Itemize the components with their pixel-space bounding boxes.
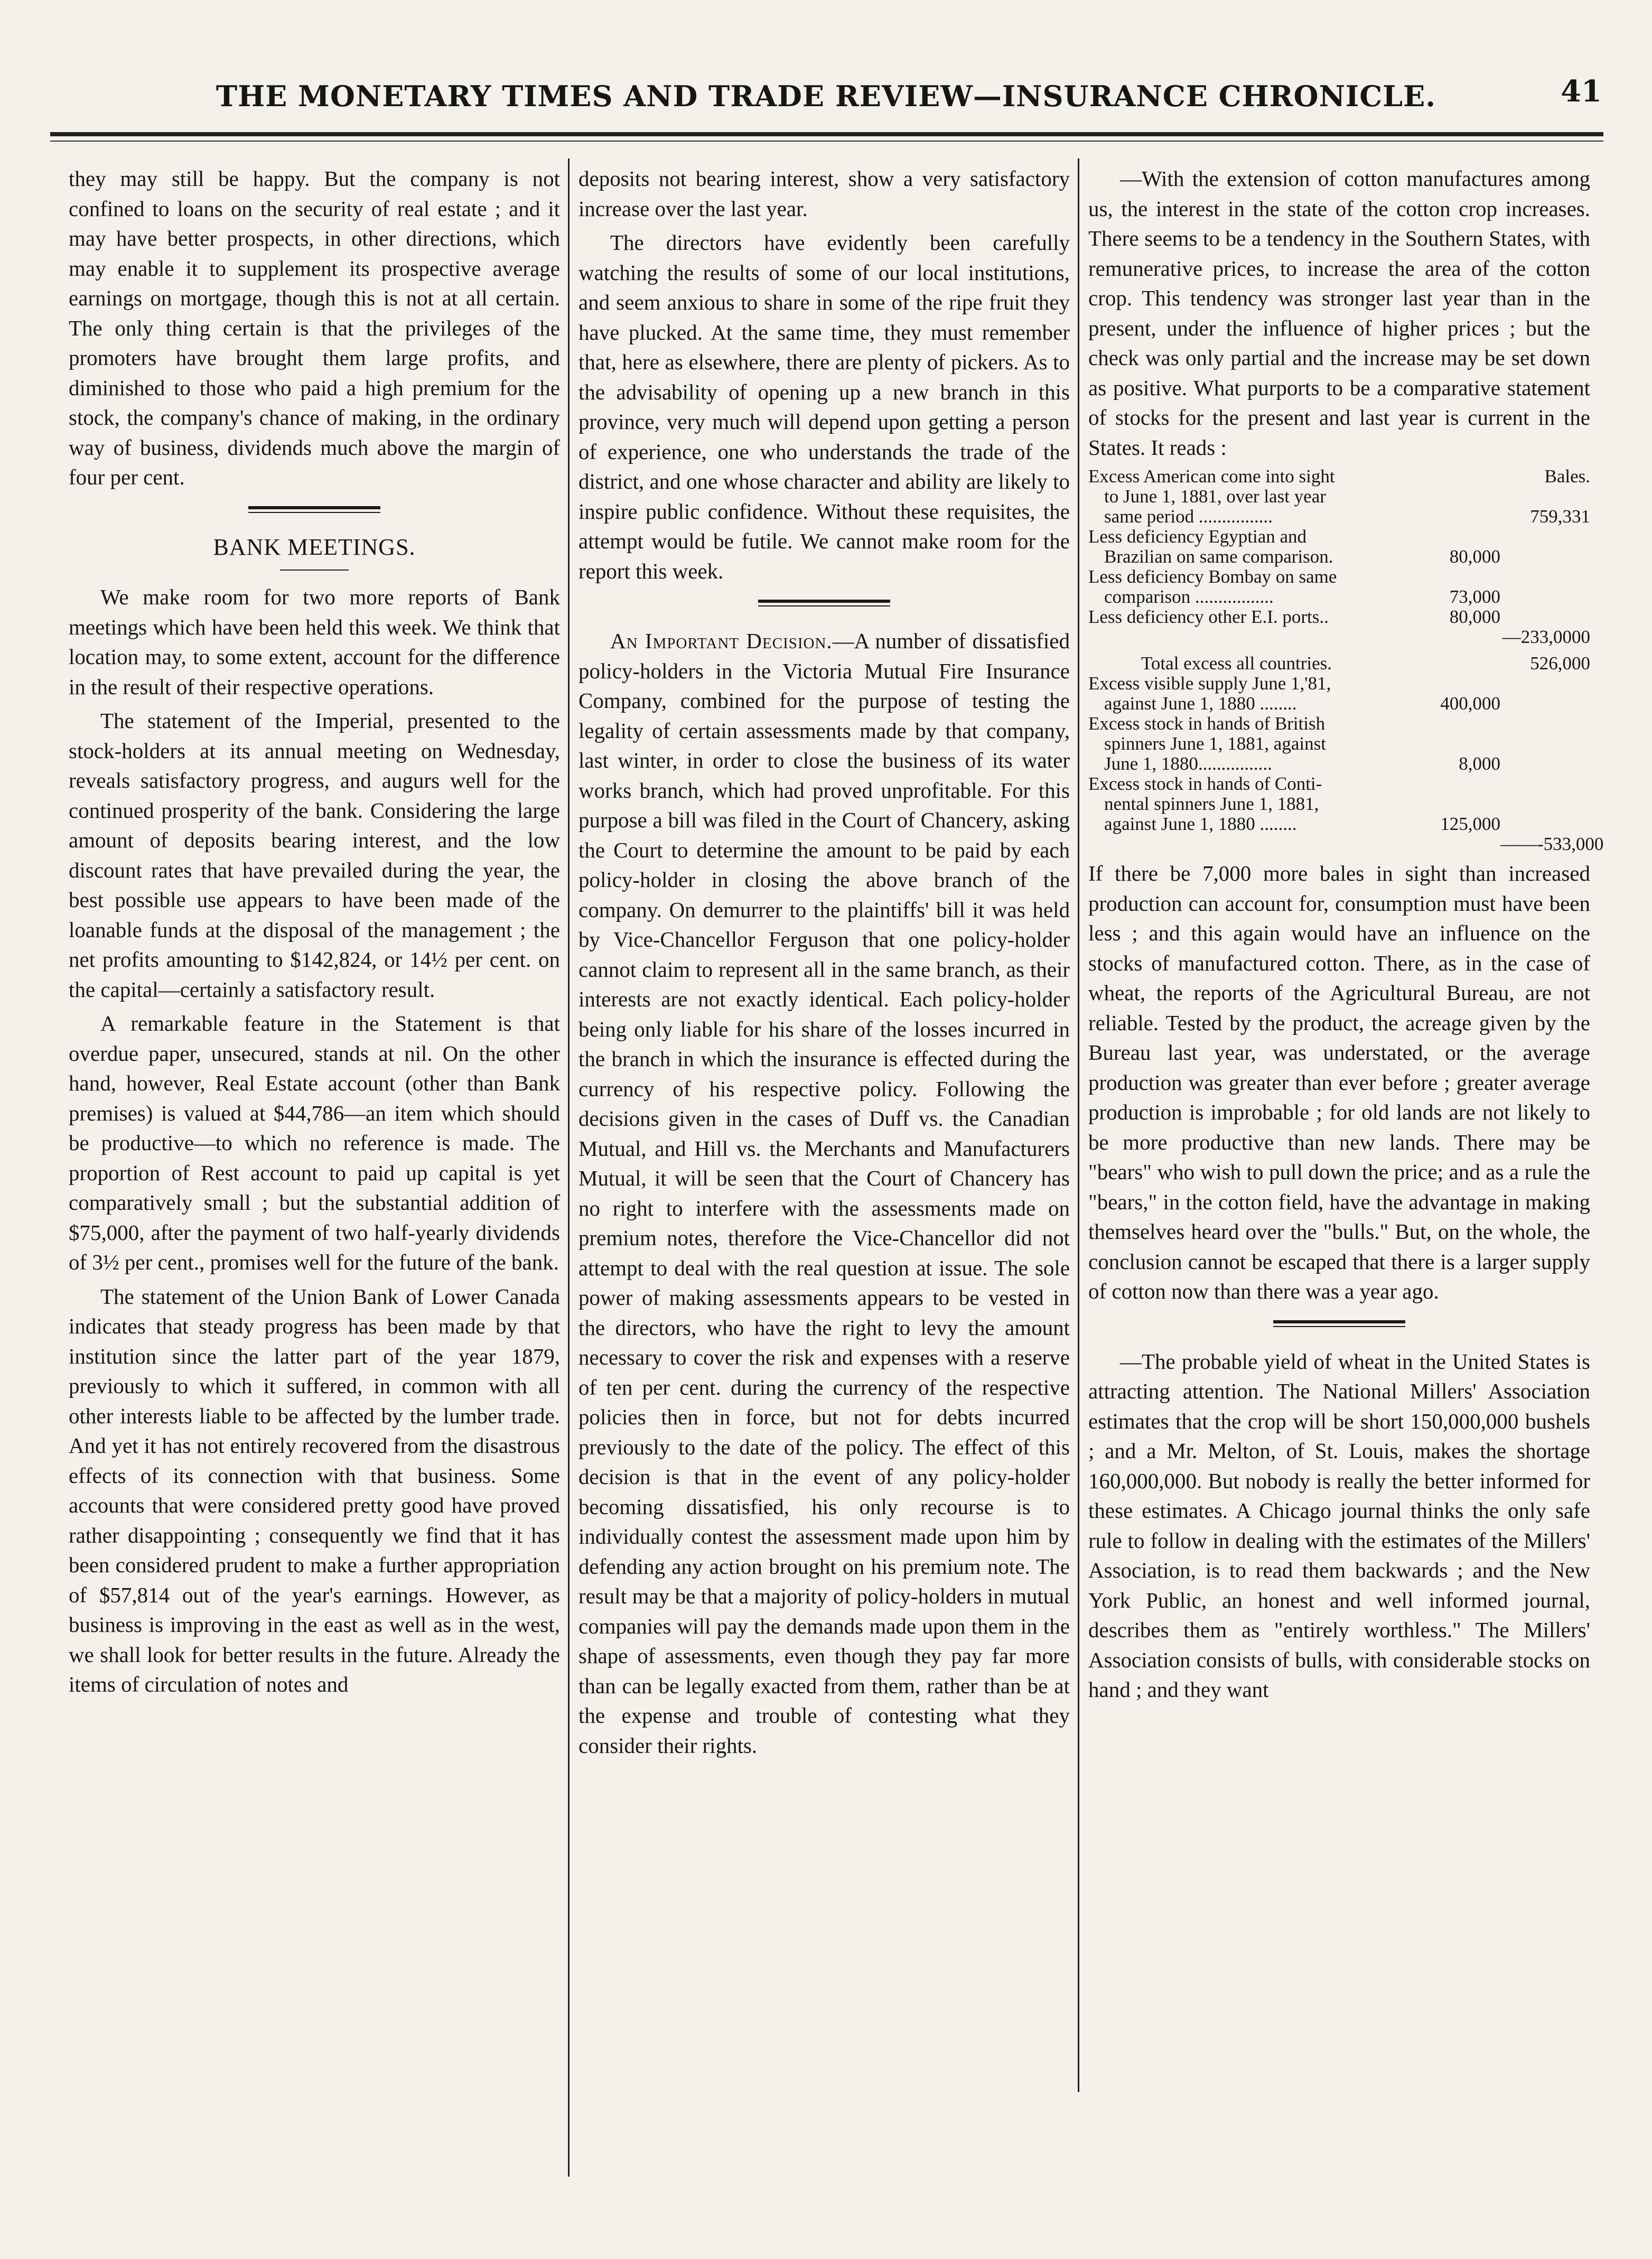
page-number: 41	[1561, 74, 1602, 109]
stat-label: Less deficiency other E.I. ports..	[1088, 606, 1329, 627]
column-divider	[568, 158, 570, 2177]
paragraph: —With the extension of cotton manufactures among us, the interest in the state of the cotton crop increases. There seems to be a tendency in the Southern States, with remunerative prices, to increase the area of the cotton crop. This tendency was stronger last year than in the present, under the influence of higher prices ; but the check was only partial and the increase may be set down as positive. What purports to be a comparative statement of stocks for the present and last year is current in the States. It reads :	[1088, 166, 1590, 460]
section-ornament	[578, 596, 1070, 612]
paragraph: they may still be happy. But the company is not confined to loans on the security of real estate ; and it may have better prospects, in other directions, which may enable it to supplement its prospective average earnings on mortgage, though this is not at all certain. The only thing certain is that the privileges of the promoters have brought them large profits, and diminished to those who paid a high premium for the stock, the company's chance of making, in the ordinary way of business, dividends much above the margin of four per cent.	[69, 166, 560, 489]
section-heading: BANK MEETINGS.	[213, 534, 416, 560]
paragraph: The directors have evidently been carefully watching the results of some of our local institutions, and seem anxious to share in some of the ripe fruit they have plucked. At the same time, they must remember that, here as elsewhere, there are plenty of pickers. As to the advisability of opening up a new branch in this province, very much will depend upon getting a person of experience, one who understands the trade of the district, and one whose character and ability are likely to inspire public confidence. Without these requisites, the attempt would be futile. We cannot make room for the report this week.	[578, 230, 1070, 583]
heading-rule	[280, 570, 349, 571]
column-middle	[578, 164, 1070, 1765]
stat-value: 526,000	[1530, 653, 1590, 674]
stat-label: nental spinners June 1, 1881,	[1104, 794, 1319, 814]
stat-label: Total excess all countries.	[1141, 653, 1332, 674]
stat-value: 73,000	[1449, 586, 1500, 607]
header-rule-thin	[50, 141, 1603, 142]
paragraph: The statement of the Union Bank of Lower Canada indicates that steady progress has been made by that institution since the latter part of the year 1879, previously to which it suffered, in common with all other interests liable to be affected by the lumber trade. And yet it has not entirely recovered from the disastrous effects of its connection with that business. Some accounts that were considered pretty good have proved rather disappointing ; consequently we find that it has been considered prudent to make a further appropriation of $57,814 out of the year's earnings. However, as business is improving in the east as well as in the west, we shall look for better results in the future. Already the items of circulation of notes and	[69, 1284, 560, 1696]
header-rule	[50, 132, 1603, 136]
stat-label: Less deficiency Egyptian and	[1088, 526, 1307, 547]
stat-label: June 1, 1880................	[1104, 753, 1272, 774]
paragraph: If there be 7,000 more bales in sight than increased production can account for, consumption must have been less ; and this again would have an influence on the stocks of manufactured cotton. There, as in the case of wheat, the reports of the Agricultural Bureau, are not reliable. Tested by the product, the acreage given by the Bureau last year, was understated, or the average production was greater than ever before ; greater average production is improbable ; for old lands are not likely to be more productive than new lands. There may be "bears" who wish to pull down the price; and as a rule the "bears," in the cotton field, have the advantage in making themselves heard over the "bulls." But, on the whole, the conclusion cannot be escaped that there is a larger supply of cotton now than there was a year ago.	[1088, 861, 1590, 1303]
section-ornament	[1088, 1317, 1590, 1333]
stat-column-header: Bales.	[1544, 466, 1590, 487]
stat-value: 80,000	[1449, 606, 1500, 627]
column-right	[1088, 164, 1604, 1709]
stat-value: 125,000	[1440, 814, 1500, 834]
stat-value: 80,000	[1449, 546, 1500, 567]
cotton-stock-statement	[1088, 466, 1604, 854]
paragraph: We make room for two more reports of Bank meetings which have been held this week. We think that location may, to some extent, account for the difference in the result of their respective operations.	[69, 585, 560, 699]
stat-label: comparison .................	[1104, 586, 1274, 607]
stat-label: Excess stock in hands of British	[1088, 713, 1326, 734]
stat-value: 8,000	[1459, 753, 1500, 774]
stat-label: Excess stock in hands of Conti-	[1088, 773, 1322, 794]
stat-label: Less deficiency Bombay on same	[1088, 566, 1337, 587]
section-ornament	[69, 503, 560, 519]
stat-label: to June 1, 1881, over last year	[1104, 486, 1326, 507]
paragraph: deposits not bearing interest, show a very satisfactory increase over the last year.	[578, 166, 1070, 221]
stat-label: against June 1, 1880 ........	[1104, 814, 1297, 834]
stat-label: against June 1, 1880 ........	[1104, 693, 1297, 714]
stat-subtotal: ——-533,000	[1500, 834, 1604, 854]
article-title: An Important Decision.	[610, 629, 833, 653]
stat-value: 759,331	[1530, 506, 1590, 527]
paragraph: The statement of the Imperial, presented to the stock-holders at its annual meeting on Wednesday, reveals satisfactory progress, and augurs well for the continued prosperity of the bank. Considering the large amount of deposits bearing interest, and the low discount rates that have prevailed during the year, the best possible use appears to have been made of the loanable funds at the disposal of the management ; the net profits amounting to $142,824, or 14½ per cent. on the capital—certainly a satisfactory result.	[69, 708, 560, 1002]
publication-title: THE MONETARY TIMES AND TRADE REVIEW—INSURANCE CHRONICLE.	[216, 79, 1436, 113]
page-header	[0, 69, 1652, 116]
stat-label: Excess visible supply June 1,'81,	[1088, 673, 1331, 694]
stat-label: Brazilian on same comparison.	[1104, 546, 1333, 567]
stat-subtotal: —233,0000	[1502, 627, 1590, 647]
column-left	[69, 164, 560, 1704]
stat-value: 400,000	[1440, 693, 1500, 714]
article-paragraph	[578, 626, 1070, 1760]
stat-label: same period ................	[1104, 506, 1273, 527]
stat-label: Excess American come into sight	[1088, 466, 1335, 487]
paragraph: A remarkable feature in the Statement is that overdue paper, unsecured, stands at nil. On the other hand, however, Real Estate account (other than Bank premises) is valued at $44,786—an item which should be productive—to which no reference is made. The proportion of Rest account to paid up capital is yet comparatively small ; but the substantial addition of $75,000, after the payment of two half-yearly dividends of 3½ per cent., promises well for the future of the bank.	[69, 1011, 560, 1274]
column-divider	[1078, 158, 1079, 2092]
stat-label: spinners June 1, 1881, against	[1104, 733, 1326, 754]
article-text: —A number of dissatisfied policy-holders in the Victoria Mutual Fire Insurance Company, combined for the purpose of testing the legality of certain assessments made by that company, last winter, in order to close the business of its water works branch, which had proved unprofitable. For this purpose a bill was filed in the Court of Chancery, asking the Court to determine the amount to be paid by each policy-holder in closing the above branch of the company. On demurrer to the plaintiffs' bill it was held by Vice-Chancellor Ferguson that one policy-holder cannot claim to represent all in the same branch, as their interests are not exactly identical. Each policy-holder being only liable for his share of the losses incurred in the branch in which the insurance is effected during the currency of his respective policy. Following the decisions given in the cases of Duff vs. the Canadian Mutual, and Hill vs. the Merchants and Manufacturers Mutual, it will be seen that the Court of Chancery has no right to interfere with the assessments made on premium notes, therefore the Vice-Chancellor did not attempt to deal with the real question at issue. The sole power of making assessments appears to be vested in the directors, who have the right to levy the amount necessary to cover the risk and expenses with a reserve of ten per cent. during the currency of the respective policies then in force, but not for debts incurred previously to the date of the policy. The effect of this decision is that in the event of any policy-holder becoming dissatisfied, his only recourse is to individually contest the assessment made upon him by defending any action brought on his premium note. The result may be that a majority of policy-holders in mutual companies will pay the demands made upon them in the shape of assessments, even though they pay far more than can be legally exacted from them, rather than be at the expense and trouble of contesting what they consider their rights.	[578, 629, 1070, 1758]
paragraph: —The probable yield of wheat in the United States is attracting attention. The National Millers' Association estimates that the crop will be short 150,000,000 bushels ; and a Mr. Melton, of St. Louis, makes the shortage 160,000,000. But nobody is really the better informed for these estimates. A Chicago journal thinks the only safe rule to follow in dealing with the estimates of the Millers' Association, is to read them backwards ; and the New York Public, an honest and well informed journal, describes them as "entirely worthless." The Millers' Association consists of bulls, with considerable stocks on hand ; and they want	[1088, 1349, 1590, 1702]
